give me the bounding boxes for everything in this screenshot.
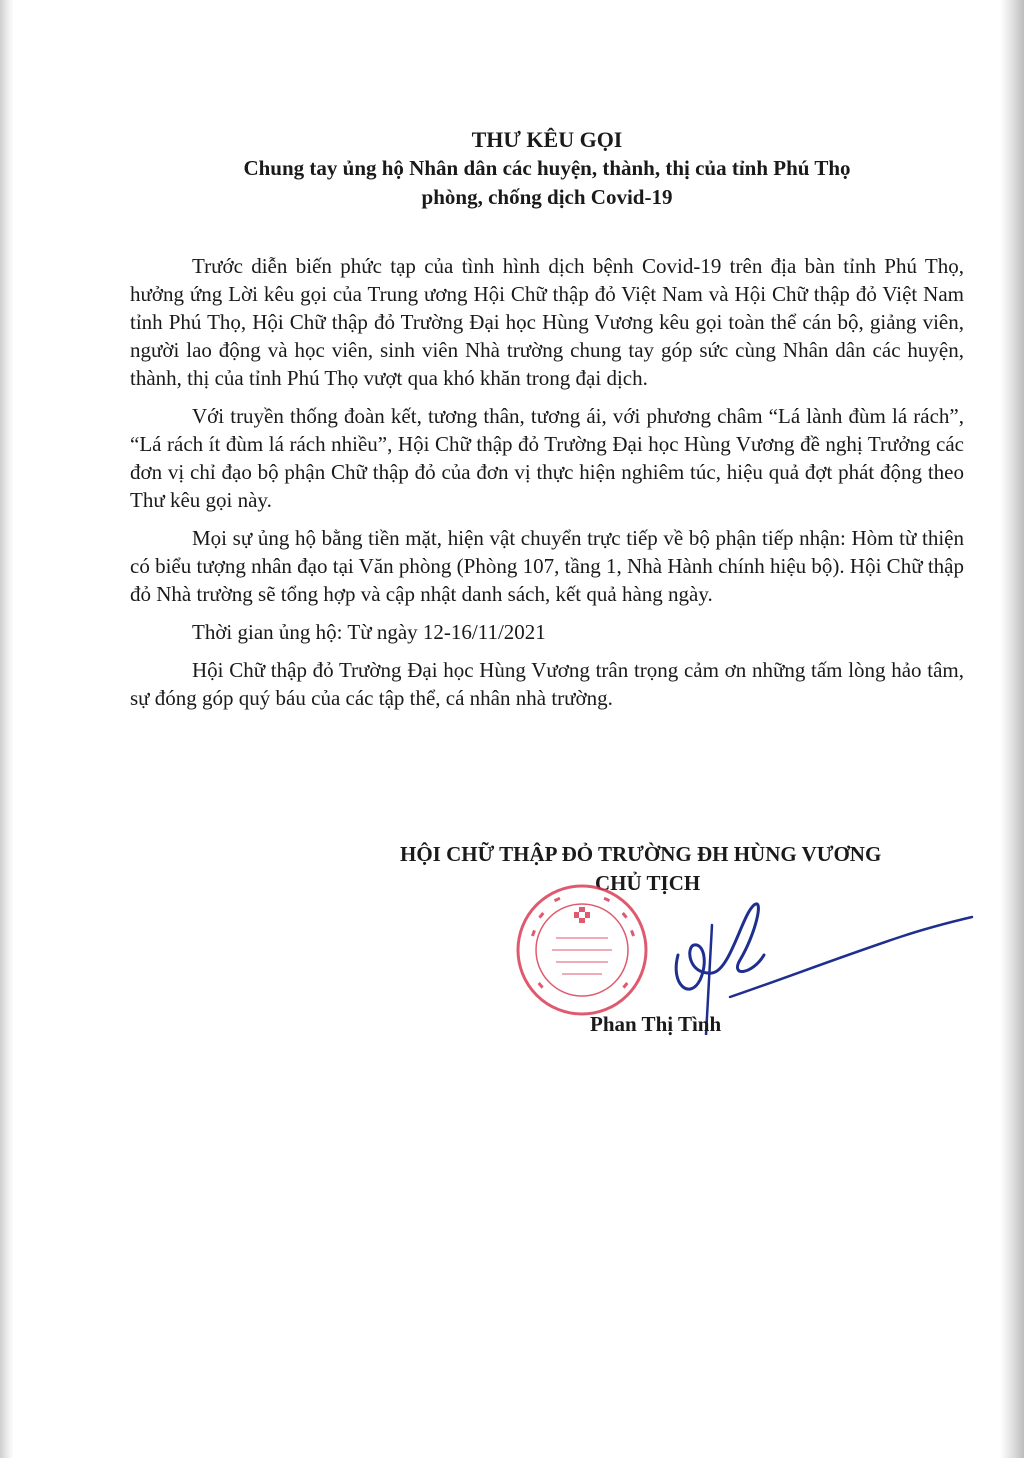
signer-role: CHỦ TỊCH <box>595 871 701 895</box>
letter-body <box>130 252 964 712</box>
paragraph-thanks: Hội Chữ thập đỏ Trường Đại học Hùng Vương trân trọng cảm ơn những tấm lòng hảo tâm, sự đóng góp quý báu của các tập thể, cá nhân nhà trường. <box>130 658 964 710</box>
signing-organization: HỘI CHỮ THẬP ĐỎ TRƯỜNG ĐH HÙNG VƯƠNG <box>400 842 882 866</box>
letter-document <box>130 125 964 722</box>
official-seal <box>512 880 652 1020</box>
paragraph-donation-period: Thời gian ủng hộ: Từ ngày 12-16/11/2021 <box>192 620 546 644</box>
paragraph-context: Trước diễn biến phức tạp của tình hình dịch bệnh Covid-19 trên địa bàn tỉnh Phú Thọ, hưởng ứng Lời kêu gọi của Trung ương Hội Chữ thập đỏ Việt Nam và Hội Chữ thập đỏ Việt Nam tỉnh Phú Thọ, Hội Chữ thập đỏ Trường Đại học Hùng Vương kêu gọi toàn thể cán bộ, giảng viên, người lao động và học viên, sinh viên Nhà trường chung tay góp sức cùng Nhân dân các huyện, thành, thị của tỉnh Phú Thọ vượt qua khó khăn trong đại dịch. <box>130 254 964 390</box>
paragraph-tradition: Với truyền thống đoàn kết, tương thân, tương ái, với phương châm “Lá lành đùm lá rách”, “Lá rách ít đùm lá rách nhiều”, Hội Chữ thập đỏ Trường Đại học Hùng Vương đề nghị Trưởng các đơn vị chỉ đạo bộ phận Chữ thập đỏ của đơn vị thực hiện nghiêm túc, hiệu quả đợt phát động theo Thư kêu gọi này. <box>130 404 964 512</box>
signature-block <box>380 840 980 1050</box>
page-right-edge <box>1000 0 1024 1458</box>
document-subtitle-line2: phòng, chống dịch Covid-19 <box>421 185 673 209</box>
signer-name: Phan Thị Tình <box>590 1012 722 1036</box>
document-title: THƯ KÊU GỌI <box>471 127 623 152</box>
page-left-edge <box>0 0 14 1458</box>
document-subtitle-line1: Chung tay ủng hộ Nhân dân các huyện, thành, thị của tỉnh Phú Thọ <box>243 156 851 180</box>
paragraph-donation-method: Mọi sự ủng hộ bằng tiền mặt, hiện vật chuyển trực tiếp về bộ phận tiếp nhận: Hòm từ thiện có biểu tượng nhân đạo tại Văn phòng (Phòng 107, tầng 1, Nhà Hành chính hiệu bộ). Hội Chữ thập đỏ Nhà trường sẽ tổng hợp và cập nhật danh sách, kết quả hàng ngày. <box>130 526 964 606</box>
